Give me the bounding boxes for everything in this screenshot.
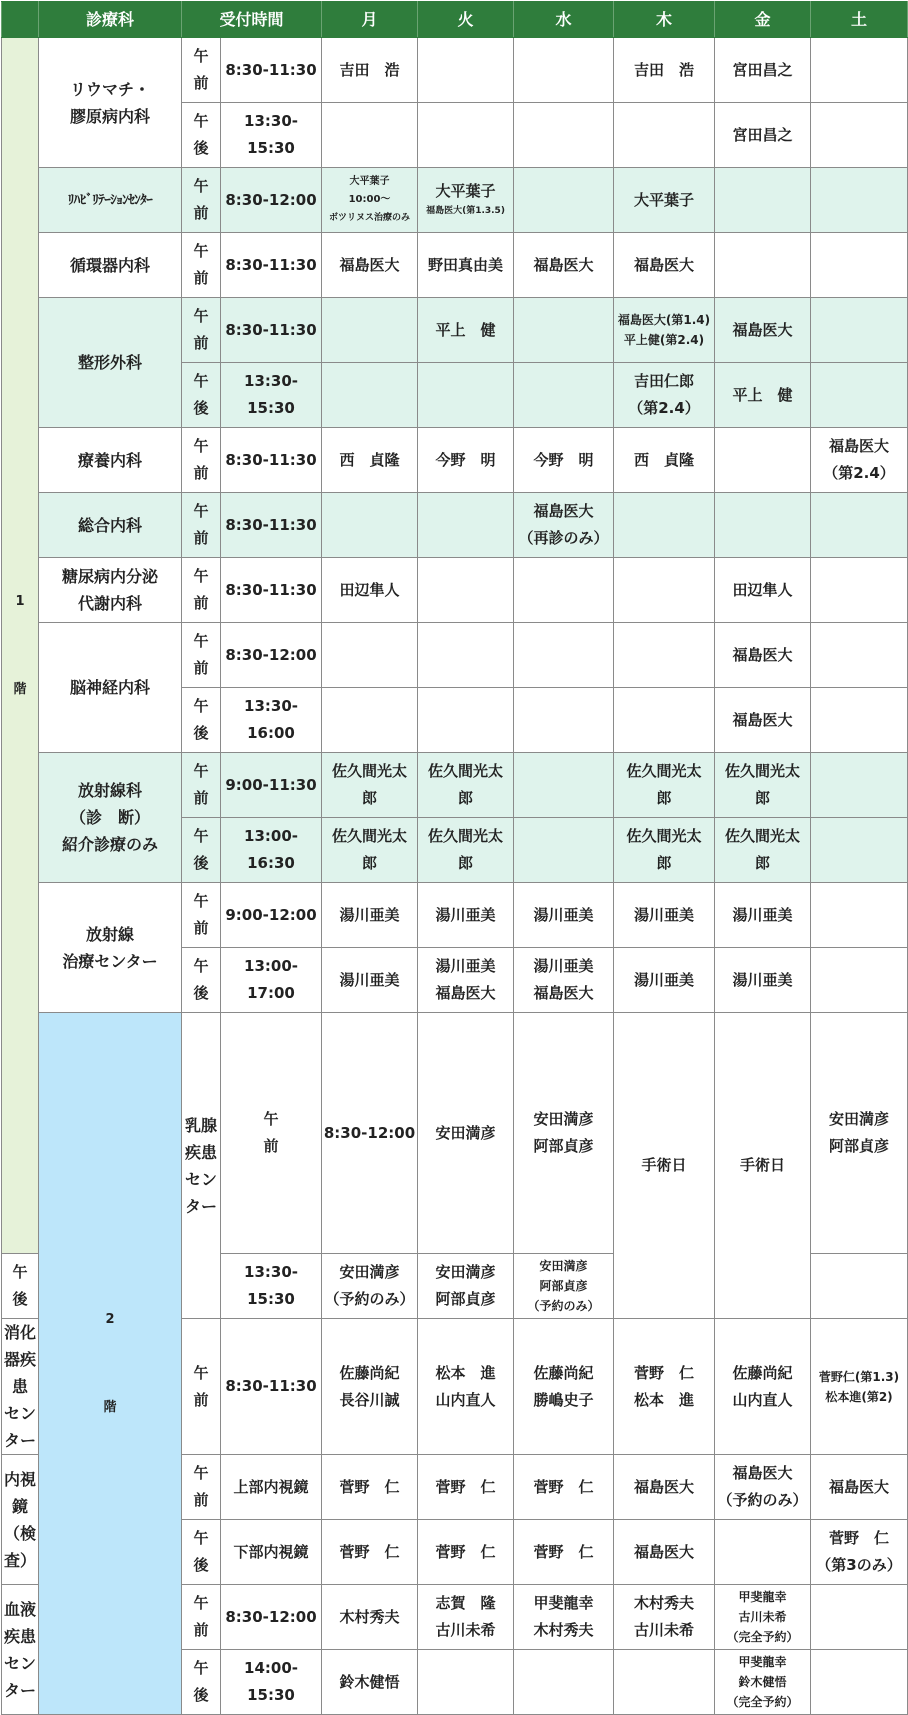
doctor-cell: 安田満彦 （予約のみ） bbox=[322, 1254, 418, 1319]
doctor-cell: 田辺隼人 bbox=[715, 558, 811, 623]
table-row bbox=[2, 623, 908, 688]
ampm-pm: 午 後 bbox=[182, 688, 221, 753]
doctor-cell: 菅野 仁 bbox=[418, 1455, 514, 1520]
reception-time: 14:00- 15:30 bbox=[221, 1650, 322, 1715]
dept-neurology: 脳神経内科 bbox=[39, 623, 182, 753]
doctor-cell: 福島医大 （第2.4） bbox=[811, 428, 908, 493]
doctor-cell: 今野 明 bbox=[418, 428, 514, 493]
doctor-cell: 菅野 仁 （第3のみ） bbox=[811, 1520, 908, 1585]
doctor-cell: 佐藤尚紀 勝嶋史子 bbox=[514, 1319, 614, 1455]
doctor-cell: 田辺隼人 bbox=[322, 558, 418, 623]
ampm-am: 午 前 bbox=[182, 233, 221, 298]
doctor-cell: 鈴木健悟 bbox=[322, 1650, 418, 1715]
floor-1-label: 1 階 bbox=[2, 38, 39, 1254]
doctor-cell: 安田満彦 bbox=[418, 1013, 514, 1254]
doctor-cell: 福島医大 bbox=[715, 298, 811, 363]
header-time: 受付時間 bbox=[182, 2, 322, 38]
doctor-cell: 福島医大 bbox=[811, 1455, 908, 1520]
empty-cell bbox=[418, 493, 514, 558]
doctor-cell: 佐久間光太 郎 bbox=[322, 753, 418, 818]
dept-rheumatology: リウマチ・ 膠原病内科 bbox=[39, 38, 182, 168]
doctor-cell: 甲斐龍幸 鈴木健悟 （完全予約） bbox=[715, 1650, 811, 1715]
ampm-pm: 午 後 bbox=[2, 1254, 39, 1319]
empty-cell bbox=[614, 493, 715, 558]
dept-ryoyo-internal: 療養内科 bbox=[39, 428, 182, 493]
schedule-table bbox=[1, 1, 908, 1715]
ampm-am: 午 前 bbox=[182, 1319, 221, 1455]
doctor-cell: 平上 健 bbox=[715, 363, 811, 428]
empty-cell bbox=[811, 168, 908, 233]
empty-cell bbox=[811, 818, 908, 883]
empty-cell bbox=[322, 493, 418, 558]
empty-cell bbox=[418, 1650, 514, 1715]
empty-cell bbox=[514, 298, 614, 363]
table-row bbox=[2, 493, 908, 558]
reception-time: 8:30-11:30 bbox=[221, 298, 322, 363]
table-row bbox=[2, 1013, 908, 1254]
doctor-cell: 甲斐龍幸 木村秀夫 bbox=[514, 1585, 614, 1650]
empty-cell bbox=[418, 688, 514, 753]
reception-time: 13:30- 16:00 bbox=[221, 688, 322, 753]
reception-time: 8:30-12:00 bbox=[221, 168, 322, 233]
doctor-cell: 大平葉子 福島医大(第1.3.5) bbox=[418, 168, 514, 233]
ampm-am: 午 前 bbox=[182, 428, 221, 493]
header-sat: 土 bbox=[811, 2, 908, 38]
doctor-cell: 湯川亜美 bbox=[322, 948, 418, 1013]
table-row bbox=[2, 168, 908, 233]
ampm-pm: 午 後 bbox=[182, 363, 221, 428]
doctor-cell: 湯川亜美 bbox=[514, 883, 614, 948]
doctor-cell: 菅野 仁 bbox=[514, 1520, 614, 1585]
ampm-am: 午 前 bbox=[221, 1013, 322, 1254]
empty-cell bbox=[514, 168, 614, 233]
doctor-cell: 福島医大 （再診のみ） bbox=[514, 493, 614, 558]
ampm-am: 午 前 bbox=[182, 298, 221, 363]
table-row bbox=[2, 558, 908, 623]
empty-cell bbox=[418, 103, 514, 168]
empty-cell bbox=[811, 753, 908, 818]
empty-cell bbox=[418, 558, 514, 623]
dept-cardiology: 循環器内科 bbox=[39, 233, 182, 298]
table-row bbox=[2, 233, 908, 298]
empty-cell bbox=[811, 688, 908, 753]
doctor-cell: 佐久間光太 郎 bbox=[614, 753, 715, 818]
ampm-am: 午 前 bbox=[182, 168, 221, 233]
reception-time: 8:30-11:30 bbox=[221, 233, 322, 298]
ampm-am: 午 前 bbox=[182, 883, 221, 948]
reception-time: 13:00- 16:30 bbox=[221, 818, 322, 883]
doctor-cell: 木村秀夫 古川未希 bbox=[614, 1585, 715, 1650]
empty-cell bbox=[715, 493, 811, 558]
ampm-am: 午 前 bbox=[182, 38, 221, 103]
doctor-cell: 吉田 浩 bbox=[614, 38, 715, 103]
ampm-pm: 午 後 bbox=[182, 1520, 221, 1585]
doctor-cell: 福島医大 bbox=[715, 623, 811, 688]
empty-cell bbox=[614, 1650, 715, 1715]
dept-radiology: 放射線科 （診 断） 紹介診療のみ bbox=[39, 753, 182, 883]
dept-orthopedics: 整形外科 bbox=[39, 298, 182, 428]
ampm-pm: 午 後 bbox=[182, 1650, 221, 1715]
doctor-cell: 佐久間光太 郎 bbox=[715, 753, 811, 818]
doctor-cell: 湯川亜美 福島医大 bbox=[514, 948, 614, 1013]
empty-cell bbox=[811, 883, 908, 948]
empty-cell bbox=[514, 103, 614, 168]
ampm-pm: 午 後 bbox=[182, 948, 221, 1013]
empty-cell bbox=[715, 168, 811, 233]
reception-time: 上部内視鏡 bbox=[221, 1455, 322, 1520]
empty-cell bbox=[614, 688, 715, 753]
doctor-cell: 吉田仁郎 （第2.4） bbox=[614, 363, 715, 428]
empty-cell bbox=[418, 623, 514, 688]
surgery-day-cell: 手術日 bbox=[715, 1013, 811, 1319]
doctor-cell: 菅野仁(第1.3) 松本進(第2) bbox=[811, 1319, 908, 1455]
header-dept: 診療科 bbox=[39, 2, 182, 38]
doctor-cell: 福島医大 bbox=[514, 233, 614, 298]
reception-time: 8:30-11:30 bbox=[221, 38, 322, 103]
doctor-cell: 松本 進 山内直人 bbox=[418, 1319, 514, 1455]
empty-cell bbox=[514, 688, 614, 753]
empty-cell bbox=[811, 493, 908, 558]
dept-gastroenterology: 消化器疾患 センター bbox=[2, 1319, 39, 1455]
header-tue: 火 bbox=[418, 2, 514, 38]
empty-cell bbox=[514, 38, 614, 103]
doctor-cell: 福島医大 （予約のみ） bbox=[715, 1455, 811, 1520]
doctor-cell: 湯川亜美 bbox=[614, 948, 715, 1013]
doctor-cell: 安田満彦 阿部貞彦 bbox=[811, 1013, 908, 1254]
doctor-cell: 安田満彦 阿部貞彦 （予約のみ） bbox=[514, 1254, 614, 1319]
doctor-cell: 西 貞隆 bbox=[614, 428, 715, 493]
doctor-cell: 湯川亜美 bbox=[715, 883, 811, 948]
doctor-cell: 大平葉子 10:00～ ボツリヌス治療のみ bbox=[322, 168, 418, 233]
empty-cell bbox=[811, 298, 908, 363]
reception-time: 13:00- 17:00 bbox=[221, 948, 322, 1013]
reception-time: 下部内視鏡 bbox=[221, 1520, 322, 1585]
floor-2-label: 2 階 bbox=[39, 1013, 182, 1715]
empty-cell bbox=[322, 688, 418, 753]
doctor-cell: 西 貞隆 bbox=[322, 428, 418, 493]
doctor-cell: 福島医大 bbox=[614, 233, 715, 298]
empty-cell bbox=[811, 1585, 908, 1650]
empty-cell bbox=[811, 1254, 908, 1319]
ampm-pm: 午 後 bbox=[182, 103, 221, 168]
empty-cell bbox=[418, 38, 514, 103]
empty-cell bbox=[418, 363, 514, 428]
header-corner bbox=[2, 2, 39, 38]
doctor-cell: 湯川亜美 福島医大 bbox=[418, 948, 514, 1013]
doctor-cell: 福島医大 bbox=[614, 1520, 715, 1585]
doctor-cell: 安田満彦 阿部貞彦 bbox=[418, 1254, 514, 1319]
empty-cell bbox=[715, 1520, 811, 1585]
empty-cell bbox=[614, 623, 715, 688]
empty-cell bbox=[514, 1650, 614, 1715]
doctor-cell: 菅野 仁 bbox=[322, 1455, 418, 1520]
header-mon: 月 bbox=[322, 2, 418, 38]
doctor-cell: 菅野 仁 bbox=[514, 1455, 614, 1520]
ampm-am: 午 前 bbox=[182, 1455, 221, 1520]
doctor-cell: 湯川亜美 bbox=[715, 948, 811, 1013]
reception-time: 8:30-11:30 bbox=[221, 558, 322, 623]
doctor-cell: 福島医大(第1.4) 平上健(第2.4) bbox=[614, 298, 715, 363]
header-thu: 木 bbox=[614, 2, 715, 38]
empty-cell bbox=[715, 233, 811, 298]
empty-cell bbox=[322, 103, 418, 168]
ampm-am: 午 前 bbox=[182, 493, 221, 558]
doctor-cell: 今野 明 bbox=[514, 428, 614, 493]
doctor-cell: 菅野 仁 松本 進 bbox=[614, 1319, 715, 1455]
doctor-cell: 佐藤尚紀 山内直人 bbox=[715, 1319, 811, 1455]
table-row bbox=[2, 753, 908, 818]
doctor-cell: 大平葉子 bbox=[614, 168, 715, 233]
reception-time: 13:30- 15:30 bbox=[221, 103, 322, 168]
reception-time: 13:30- 15:30 bbox=[221, 363, 322, 428]
empty-cell bbox=[811, 623, 908, 688]
surgery-day-cell: 手術日 bbox=[614, 1013, 715, 1319]
empty-cell bbox=[811, 103, 908, 168]
doctor-cell: 安田満彦 阿部貞彦 bbox=[514, 1013, 614, 1254]
doctor-cell: 野田真由美 bbox=[418, 233, 514, 298]
dept-radiation-therapy: 放射線 治療センター bbox=[39, 883, 182, 1013]
header-row bbox=[2, 2, 908, 38]
doctor-cell: 佐藤尚紀 長谷川誠 bbox=[322, 1319, 418, 1455]
empty-cell bbox=[514, 363, 614, 428]
doctor-cell: 福島医大 bbox=[614, 1455, 715, 1520]
empty-cell bbox=[811, 948, 908, 1013]
reception-time: 8:30-12:00 bbox=[322, 1013, 418, 1254]
doctor-cell: 佐久間光太 郎 bbox=[418, 818, 514, 883]
dept-diabetes: 糖尿病内分泌 代謝内科 bbox=[39, 558, 182, 623]
empty-cell bbox=[514, 558, 614, 623]
table-row bbox=[2, 298, 908, 363]
ampm-am: 午 前 bbox=[182, 753, 221, 818]
doctor-cell: 福島医大 bbox=[322, 233, 418, 298]
ampm-pm: 午 後 bbox=[182, 818, 221, 883]
reception-time: 8:30-11:30 bbox=[221, 428, 322, 493]
doctor-cell: 木村秀夫 bbox=[322, 1585, 418, 1650]
ampm-am: 午 前 bbox=[182, 1585, 221, 1650]
empty-cell bbox=[614, 103, 715, 168]
table-row bbox=[2, 428, 908, 493]
empty-cell bbox=[322, 623, 418, 688]
empty-cell bbox=[514, 753, 614, 818]
table-row bbox=[2, 38, 908, 103]
empty-cell bbox=[614, 558, 715, 623]
dept-rehabilitation: ﾘﾊﾋﾞﾘﾃｰｼｮﾝｾﾝﾀｰ bbox=[39, 168, 182, 233]
reception-time: 8:30-11:30 bbox=[221, 1319, 322, 1455]
empty-cell bbox=[811, 363, 908, 428]
reception-time: 9:00-11:30 bbox=[221, 753, 322, 818]
doctor-cell: 佐久間光太 郎 bbox=[418, 753, 514, 818]
doctor-cell: 佐久間光太 郎 bbox=[322, 818, 418, 883]
doctor-cell: 平上 健 bbox=[418, 298, 514, 363]
reception-time: 8:30-12:00 bbox=[221, 623, 322, 688]
ampm-am: 午 前 bbox=[182, 623, 221, 688]
dept-general-internal: 総合内科 bbox=[39, 493, 182, 558]
empty-cell bbox=[322, 363, 418, 428]
doctor-cell: 宮田昌之 bbox=[715, 38, 811, 103]
doctor-cell: 湯川亜美 bbox=[614, 883, 715, 948]
doctor-cell: 宮田昌之 bbox=[715, 103, 811, 168]
doctor-cell: 湯川亜美 bbox=[322, 883, 418, 948]
dept-breast: 乳腺疾患 センター bbox=[182, 1013, 221, 1319]
doctor-cell: 佐久間光太 郎 bbox=[614, 818, 715, 883]
header-wed: 水 bbox=[514, 2, 614, 38]
dept-hematology: 血液疾患 センター bbox=[2, 1585, 39, 1715]
empty-cell bbox=[811, 1650, 908, 1715]
table-row bbox=[2, 883, 908, 948]
empty-cell bbox=[514, 818, 614, 883]
empty-cell bbox=[811, 558, 908, 623]
empty-cell bbox=[322, 298, 418, 363]
doctor-cell: 佐久間光太 郎 bbox=[715, 818, 811, 883]
reception-time: 8:30-11:30 bbox=[221, 493, 322, 558]
empty-cell bbox=[811, 38, 908, 103]
ampm-am: 午 前 bbox=[182, 558, 221, 623]
doctor-cell: 吉田 浩 bbox=[322, 38, 418, 103]
doctor-cell: 福島医大 bbox=[715, 688, 811, 753]
reception-time: 13:30- 15:30 bbox=[221, 1254, 322, 1319]
doctor-cell: 菅野 仁 bbox=[418, 1520, 514, 1585]
doctor-cell: 菅野 仁 bbox=[322, 1520, 418, 1585]
doctor-cell: 志賀 隆 古川未希 bbox=[418, 1585, 514, 1650]
dept-endoscopy: 内視鏡 （検査） bbox=[2, 1455, 39, 1585]
doctor-cell: 甲斐龍幸 古川未希 （完全予約） bbox=[715, 1585, 811, 1650]
empty-cell bbox=[811, 233, 908, 298]
reception-time: 9:00-12:00 bbox=[221, 883, 322, 948]
empty-cell bbox=[715, 428, 811, 493]
empty-cell bbox=[514, 623, 614, 688]
doctor-cell: 湯川亜美 bbox=[418, 883, 514, 948]
reception-time: 8:30-12:00 bbox=[221, 1585, 322, 1650]
header-fri: 金 bbox=[715, 2, 811, 38]
